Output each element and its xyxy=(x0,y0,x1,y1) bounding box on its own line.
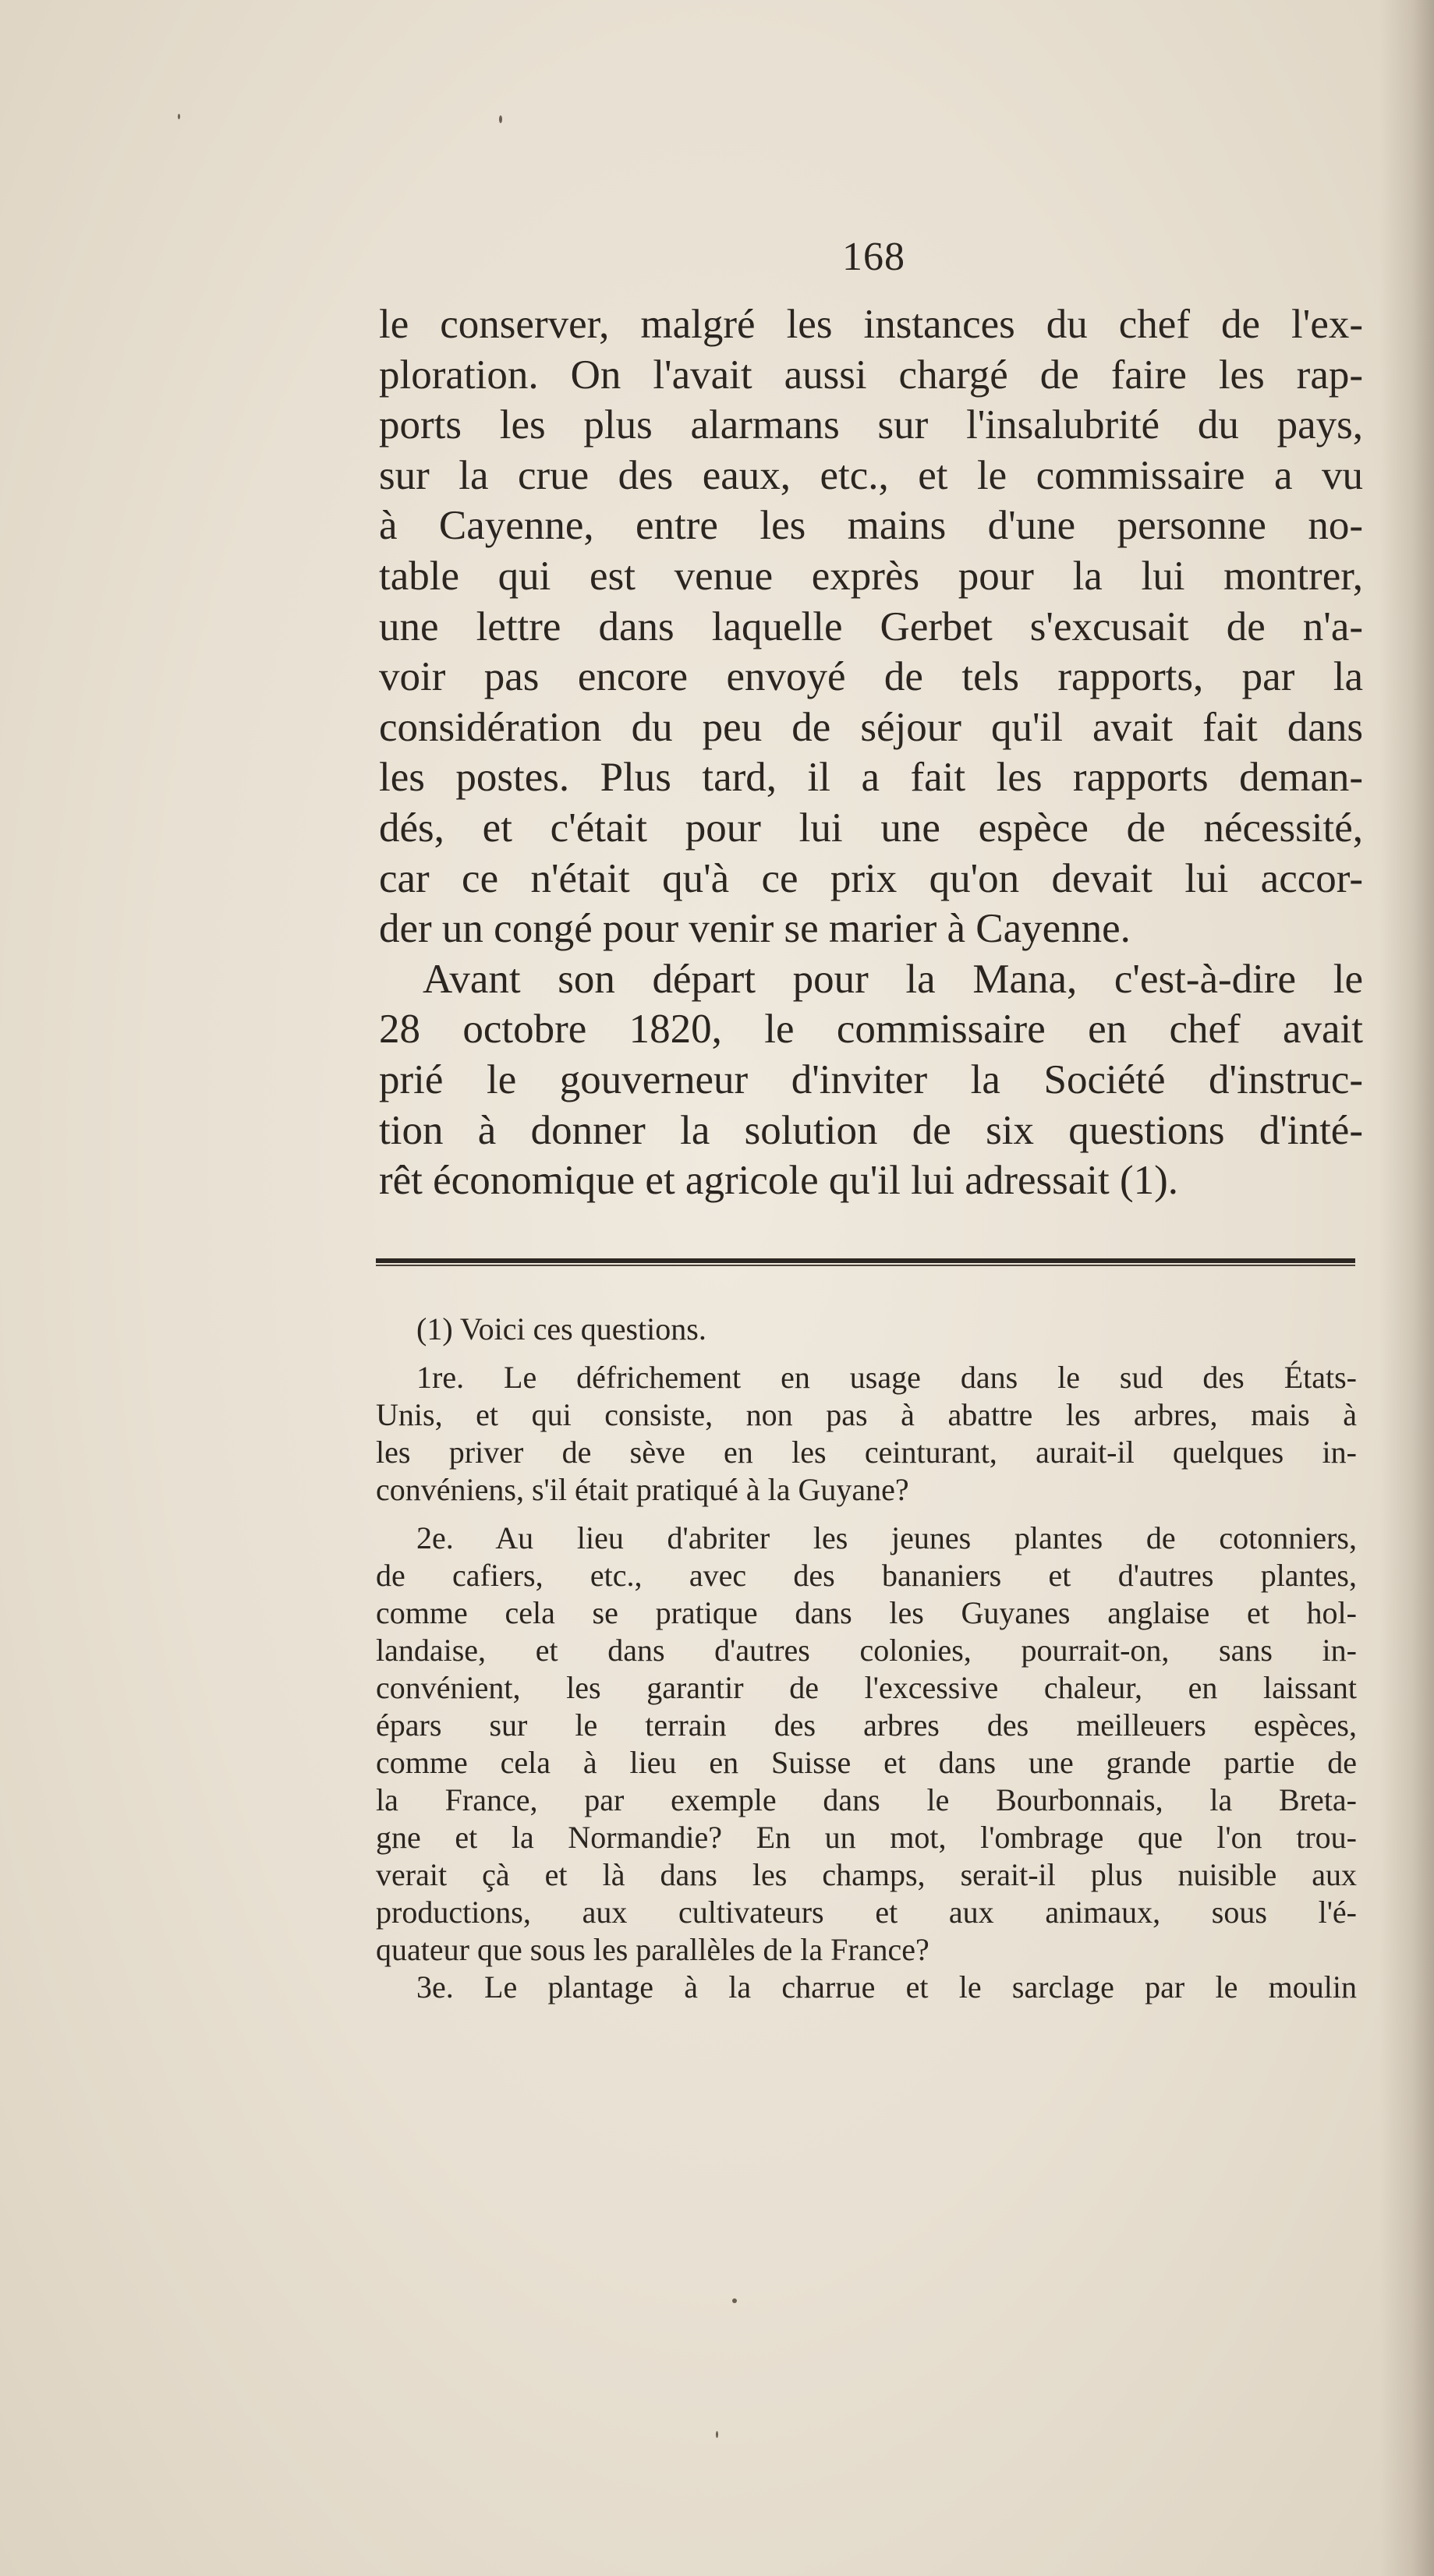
footnote-line: convénient, les garantir de l'excessive chaleur, en laissant xyxy=(376,1670,1357,1705)
text-line: car ce n'était qu'à ce prix qu'on devait lui accor- xyxy=(379,855,1363,901)
text-line: rêt économique et agricole qu'il lui adressait (1). xyxy=(379,1158,1179,1204)
footnote-line: landaise, et dans d'autres colonies, pourrait-on, sans in- xyxy=(376,1633,1357,1668)
text-line: une lettre dans laquelle Gerbet s'excusait de n'a- xyxy=(379,603,1363,649)
footnote-separator-rule xyxy=(376,1258,1355,1263)
footnote-line: 2e. Au lieu d'abriter les jeunes plantes de cotonniers, xyxy=(416,1520,1357,1555)
page-edge-shadow xyxy=(1379,0,1434,2576)
text-line: prié le gouverneur d'inviter la Société d'instruc- xyxy=(379,1056,1363,1102)
main-text-block xyxy=(379,299,1363,1206)
footnote-intro: (1) Voici ces questions. xyxy=(416,1311,706,1346)
footnote-line: 1re. Le défrichement en usage dans le sud des États- xyxy=(416,1360,1357,1395)
footnote-line: 3e. Le plantage à la charrue et le sarclage par le moulin xyxy=(416,1969,1357,2005)
text-line: der un congé pour venir se marier à Cayenne. xyxy=(379,906,1131,952)
footnote-separator-rule-thin xyxy=(376,1265,1355,1266)
text-line: table qui est venue exprès pour la lui montrer, xyxy=(379,553,1363,599)
footnotes-block xyxy=(376,1311,1357,2006)
footnote-line: de cafiers, etc., avec des bananiers et d'autres plantes, xyxy=(376,1558,1357,1593)
footnote-line: les priver de sève en les ceinturant, aurait-il quelques in- xyxy=(376,1435,1357,1470)
paper-speck xyxy=(178,114,180,119)
text-line: tion à donner la solution de six questions d'inté- xyxy=(379,1107,1363,1153)
page-number: 168 xyxy=(842,235,905,279)
text-line: les postes. Plus tard, il a fait les rapports deman- xyxy=(379,755,1363,801)
footnote-gap xyxy=(376,1509,1357,1520)
footnote-line: gne et la Normandie? En un mot, l'ombrage que l'on trou- xyxy=(376,1820,1357,1855)
footnote-line: verait çà et là dans les champs, serait-il plus nuisible aux xyxy=(376,1857,1357,1892)
footnote-line: épars sur le terrain des arbres des meilleuers espèces, xyxy=(376,1707,1357,1743)
footnote-line: convéniens, s'il était pratiqué à la Guyane? xyxy=(376,1472,909,1507)
text-line: voir pas encore envoyé de tels rapports, par la xyxy=(379,654,1363,700)
text-line: considération du peu de séjour qu'il avait fait dans xyxy=(379,704,1363,750)
paper-speck xyxy=(732,2298,737,2303)
text-line: 28 octobre 1820, le commissaire en chef avait xyxy=(379,1007,1363,1053)
text-line: le conserver, malgré les instances du chef de l'ex- xyxy=(379,302,1363,347)
paper-speck xyxy=(716,2431,718,2438)
text-line: sur la crue des eaux, etc., et le commissaire a vu xyxy=(379,452,1363,498)
footnote-line: quateur que sous les parallèles de la France? xyxy=(376,1932,929,1967)
paper-speck xyxy=(499,115,502,123)
text-line: Avant son départ pour la Mana, c'est-à-dire le xyxy=(423,956,1363,1002)
footnote-line: la France, par exemple dans le Bourbonnais, la Breta- xyxy=(376,1782,1357,1817)
text-line: dés, et c'était pour lui une espèce de nécessité, xyxy=(379,805,1363,851)
footnote-line: productions, aux cultivateurs et aux animaux, sous l'é- xyxy=(376,1895,1357,1930)
text-line: ploration. On l'avait aussi chargé de faire les rap- xyxy=(379,352,1363,398)
footnote-line: comme cela se pratique dans les Guyanes anglaise et hol- xyxy=(376,1595,1357,1630)
footnote-line: comme cela à lieu en Suisse et dans une grande partie de xyxy=(376,1745,1357,1780)
text-line: à Cayenne, entre les mains d'une personne no- xyxy=(379,503,1363,549)
text-line: ports les plus alarmans sur l'insalubrité du pays, xyxy=(379,402,1363,448)
footnote-line: Unis, et qui consiste, non pas à abattre les arbres, mais à xyxy=(376,1397,1357,1432)
